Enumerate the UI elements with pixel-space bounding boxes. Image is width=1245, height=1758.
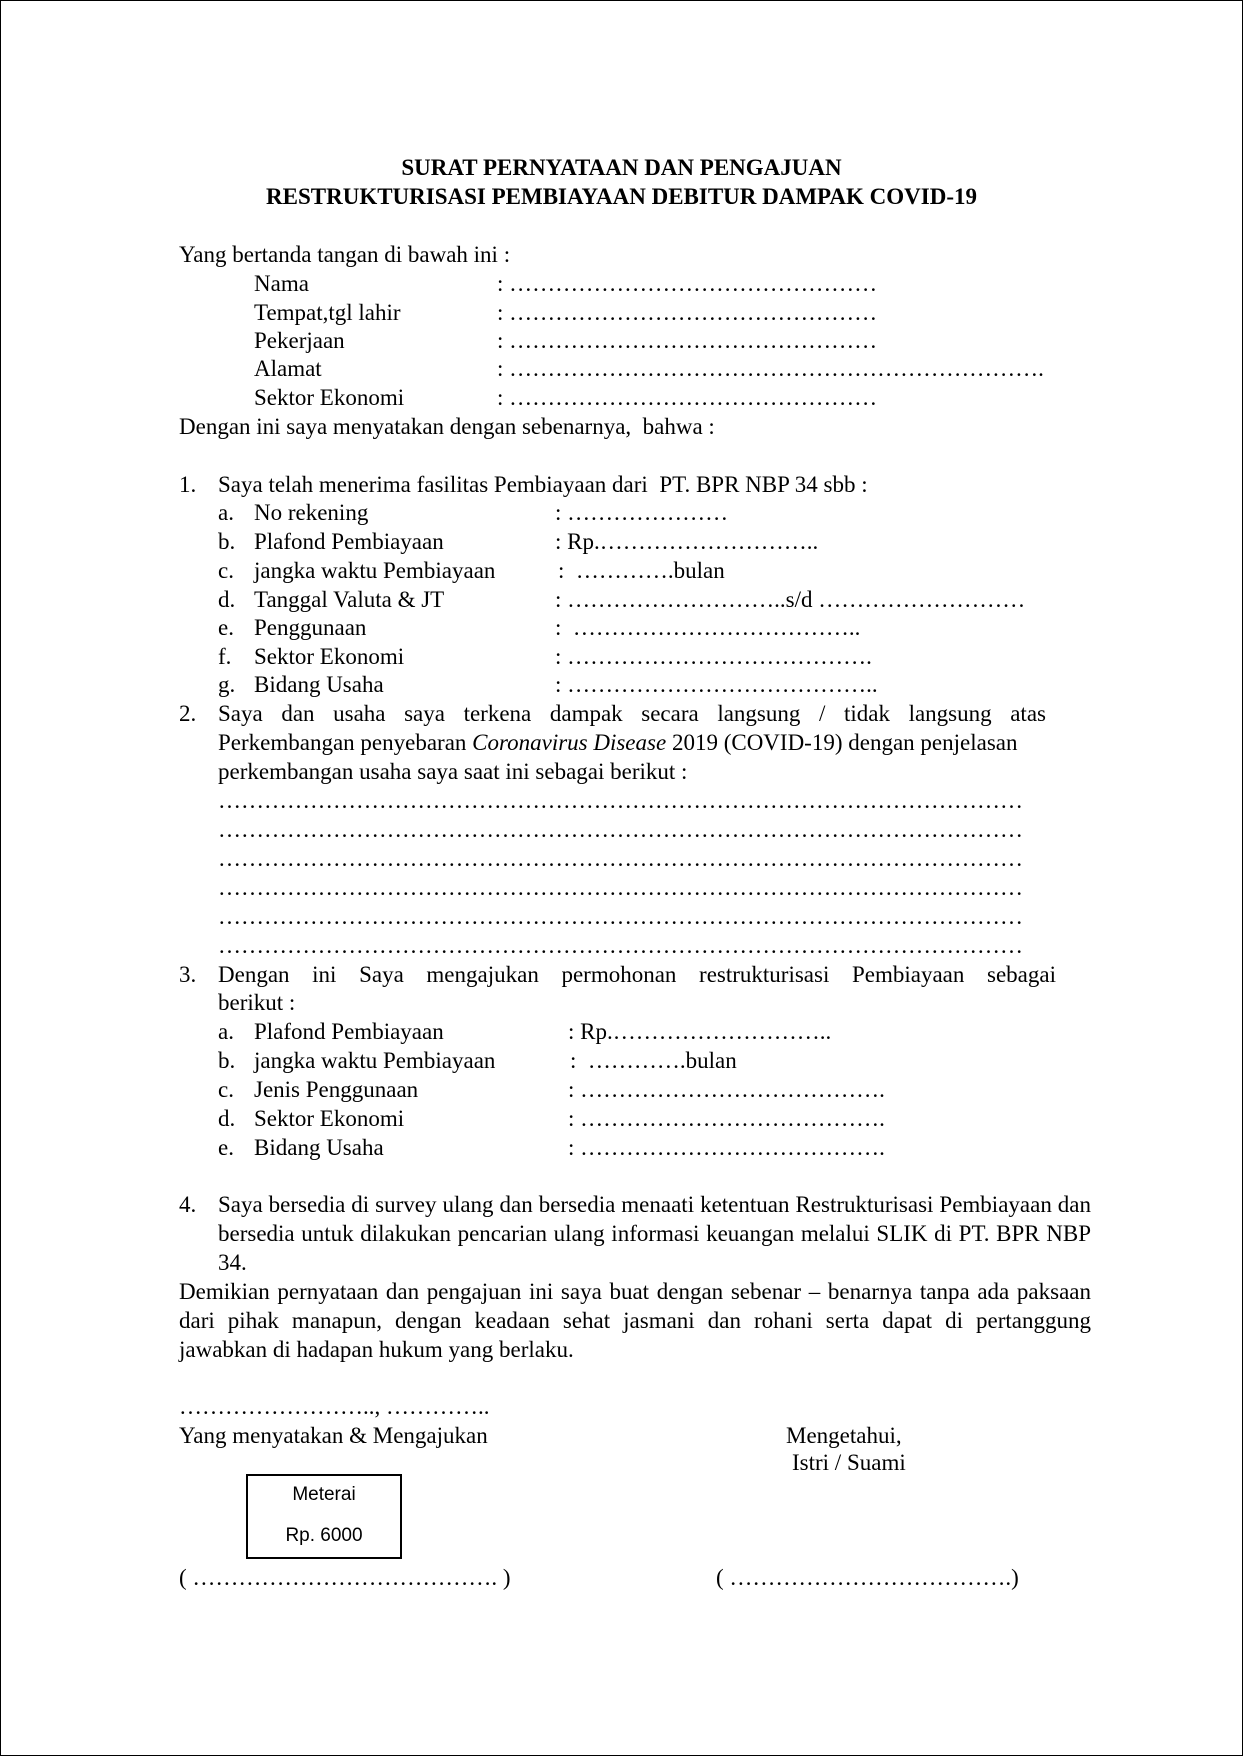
- sub-value: : ………….bulan: [570, 1048, 737, 1073]
- sub-label: Tanggal Valuta & JT: [254, 587, 445, 612]
- signer-right-label: Mengetahui,: [786, 1423, 902, 1448]
- sub-value: : ………………………………….: [568, 1077, 885, 1102]
- intro-text: Yang bertanda tangan di bawah ini :: [179, 242, 511, 267]
- dotted-line: ……………………………………………………………………………………………: [218, 788, 1023, 813]
- sub-letter: b.: [218, 1048, 236, 1073]
- sub-letter: c.: [218, 558, 234, 583]
- sub-value: : ………………………………..: [555, 615, 861, 640]
- sub-value: : ………………………..s/d ………………………: [555, 587, 1026, 612]
- identity-label: Tempat,tgl lahir: [254, 300, 401, 325]
- title-line-2: RESTRUKTURISASI PEMBIAYAAN DEBITUR DAMPAK COVID-19: [266, 184, 977, 209]
- sub-letter: e.: [218, 1135, 234, 1160]
- identity-value: : …………………………………………: [497, 271, 878, 296]
- signer-right-role: Istri / Suami: [792, 1450, 906, 1475]
- dotted-line: ……………………………………………………………………………………………: [218, 817, 1023, 842]
- sub-value: : …………………………………..: [555, 672, 878, 697]
- dotted-line: ……………………………………………………………………………………………: [218, 933, 1023, 958]
- identity-label: Alamat: [254, 356, 322, 381]
- sub-value: : Rp.………………………..: [568, 1019, 832, 1044]
- sub-value: : Rp.………………………..: [555, 529, 819, 554]
- sub-value: : …………………: [555, 500, 729, 525]
- stamp-amount: Rp. 6000: [285, 1525, 363, 1546]
- identity-label: Sektor Ekonomi: [254, 385, 405, 410]
- item-4-text: Saya bersedia di survey ulang dan bersedia menaati ketentuan Restrukturisasi Pembiayaan dan bersedia untuk dilakukan pencarian ulang informasi keuangan melalui SLIK di PT. BPR NBP 34.: [218, 1192, 1091, 1275]
- item-2-line-3: perkembangan usaha saya saat ini sebagai berikut :: [218, 759, 688, 784]
- item-number: 4.: [179, 1192, 197, 1217]
- dotted-line: ……………………………………………………………………………………………: [218, 904, 1023, 929]
- sub-label: Plafond Pembiayaan: [254, 529, 444, 554]
- sub-value: : ………………………………….: [568, 1135, 885, 1160]
- sub-letter: c.: [218, 1077, 234, 1102]
- signer-left-label: Yang menyatakan & Mengajukan: [179, 1423, 488, 1448]
- item-1-text: Saya telah menerima fasilitas Pembiayaan dari PT. BPR NBP 34 sbb :: [218, 472, 868, 497]
- sub-letter: a.: [218, 1019, 234, 1044]
- sub-label: Sektor Ekonomi: [254, 644, 405, 669]
- sub-label: Penggunaan: [254, 615, 367, 640]
- dotted-line: ……………………………………………………………………………………………: [218, 846, 1023, 871]
- statement-text: Dengan ini saya menyatakan dengan sebenarnya, bahwa :: [179, 414, 715, 439]
- sub-label: jangka waktu Pembiayaan: [254, 1048, 496, 1073]
- closing-paragraph: Demikian pernyataan dan pengajuan ini saya buat dengan sebenar – benarnya tanpa ada paksaan dari pihak manapun, dengan keadaan sehat jasmani dan rohani serta dapat di pertanggung jawabkan di hadapan hukum yang berlaku.: [179, 1279, 1091, 1362]
- sub-value: : ………………………………….: [568, 1106, 885, 1131]
- sub-label: Plafond Pembiayaan: [254, 1019, 444, 1044]
- item-number: 1.: [179, 472, 197, 497]
- item-2-italic-term: Coronavirus Disease: [472, 730, 667, 755]
- sub-label: No rekening: [254, 500, 369, 525]
- meterai-stamp-box: [246, 1474, 402, 1559]
- identity-value: : …………………………………………: [497, 328, 878, 353]
- item-2-line-1: Saya dan usaha saya terkena dampak secara langsung / tidak langsung atas: [218, 701, 1046, 726]
- dotted-line: ……………………………………………………………………………………………: [218, 875, 1023, 900]
- stamp-label: Meterai: [292, 1484, 356, 1505]
- title-line-1: SURAT PERNYATAAN DAN PENGAJUAN: [401, 155, 842, 180]
- item-number: 3.: [179, 962, 197, 987]
- sub-label: Jenis Penggunaan: [254, 1077, 419, 1102]
- sub-value: : ………….bulan: [558, 558, 725, 583]
- item-number: 2.: [179, 701, 197, 726]
- sub-letter: d.: [218, 1106, 236, 1131]
- sub-letter: f.: [218, 644, 232, 669]
- item-3-line-2: berikut :: [218, 990, 296, 1015]
- sub-value: : ………………………………….: [555, 644, 872, 669]
- identity-value: : …………………………………………………………….: [497, 356, 1044, 381]
- sub-letter: e.: [218, 615, 234, 640]
- sub-label: jangka waktu Pembiayaan: [254, 558, 496, 583]
- identity-label: Pekerjaan: [254, 328, 345, 353]
- identity-value: : …………………………………………: [497, 300, 878, 325]
- sub-letter: g.: [218, 672, 236, 697]
- signature-right: ( ……………………………….): [716, 1565, 1019, 1590]
- signature-left: ( …………………………………. ): [179, 1565, 511, 1590]
- sub-letter: d.: [218, 587, 236, 612]
- sub-label: Bidang Usaha: [254, 672, 384, 697]
- sub-letter: b.: [218, 529, 236, 554]
- identity-label: Nama: [254, 271, 309, 296]
- place-date: …………………….., …………..: [179, 1394, 490, 1419]
- identity-value: : …………………………………………: [497, 385, 878, 410]
- sub-label: Bidang Usaha: [254, 1135, 384, 1160]
- item-2-line-2: [218, 728, 1017, 757]
- sub-letter: a.: [218, 500, 234, 525]
- item-3-line-1: Dengan ini Saya mengajukan permohonan restrukturisasi Pembiayaan sebagai: [218, 962, 1056, 987]
- item-2-line-2-post: 2019 (COVID-19) dengan penjelasan: [666, 730, 1018, 755]
- item-2-line-2-pre: Perkembangan penyebaran: [218, 730, 473, 755]
- sub-label: Sektor Ekonomi: [254, 1106, 405, 1131]
